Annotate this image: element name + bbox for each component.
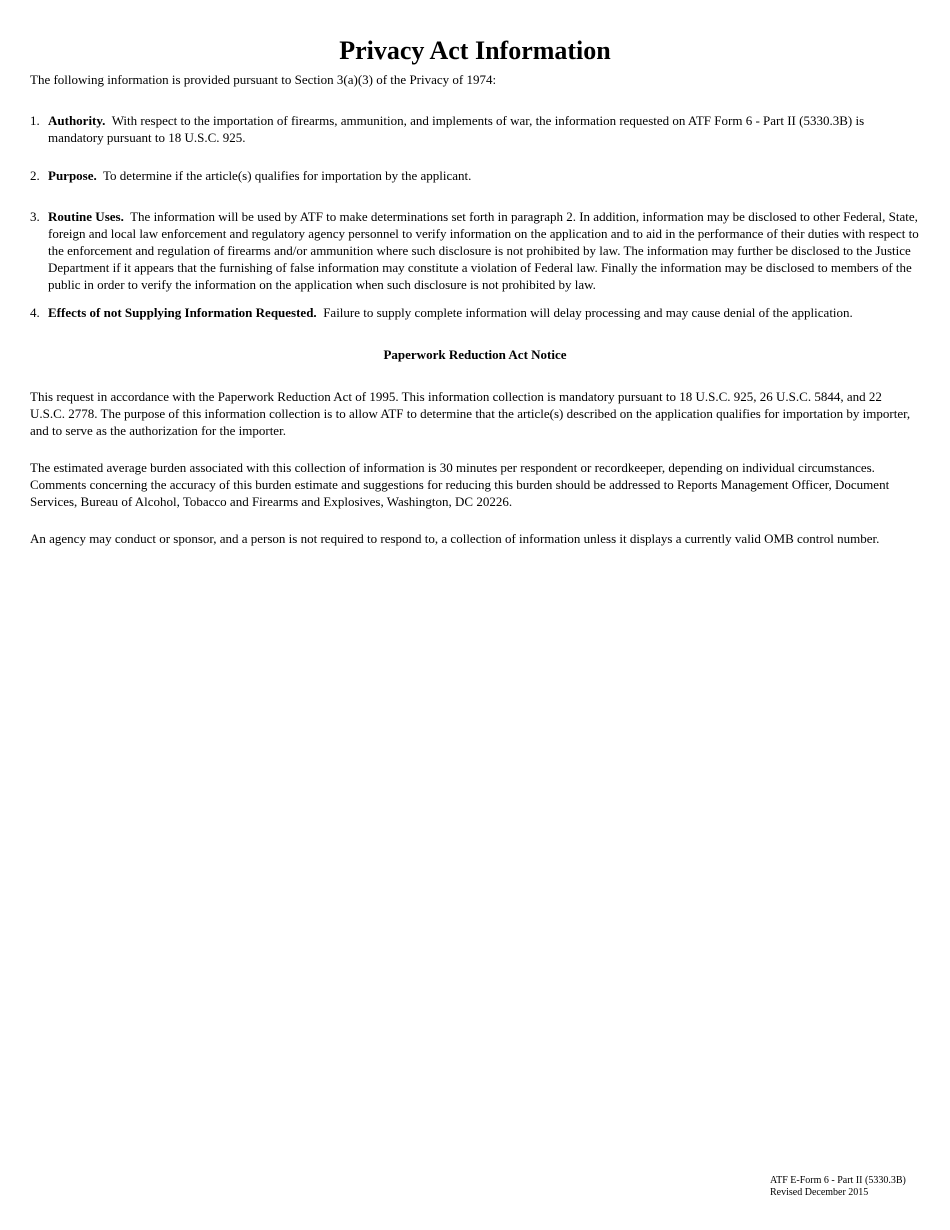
paperwork-paragraph: The estimated average burden associated with this collection of information is 30 minutes per respondent or recordkeeper, depending on individual circumstances. Comments concerning the accuracy of this burden estimate and suggestions for reducing this burden should be addressed to Reports Management Officer, Document Services, Bureau of Alcohol, Tobacco and Firearms and Explosives, Washington, DC 20226. bbox=[30, 460, 890, 509]
item-text: To determine if the article(s) qualifies for importation by the applicant. bbox=[103, 168, 472, 183]
privacy-item-effects bbox=[30, 304, 920, 321]
item-text: Failure to supply complete information will delay processing and may cause denial of the application. bbox=[323, 305, 853, 320]
paperwork-paragraph: An agency may conduct or sponsor, and a person is not required to respond to, a collection of information unless it displays a currently valid OMB control number. bbox=[30, 531, 880, 546]
privacy-item-purpose bbox=[30, 167, 920, 184]
document-page bbox=[30, 36, 920, 547]
form-footer bbox=[770, 1175, 906, 1199]
item-number: 2. bbox=[30, 168, 40, 183]
item-text: With respect to the importation of firearms, ammunition, and implements of war, the information requested on ATF Form 6 - Part II (5330.3B) is mandatory pursuant to 18 U.S.C. 925. bbox=[48, 113, 865, 145]
privacy-act-intro: The following information is provided pursuant to Section 3(a)(3) of the Privacy of 1974: bbox=[30, 72, 497, 87]
privacy-item-routine-uses bbox=[30, 208, 920, 293]
privacy-item-authority bbox=[30, 112, 920, 146]
form-id: ATF E-Form 6 - Part II (5330.3B) bbox=[770, 1175, 906, 1186]
item-number: 4. bbox=[30, 305, 40, 320]
item-text: The information will be used by ATF to make determinations set forth in paragraph 2. In addition, information may be disclosed to other Federal, State, foreign and local law enforcement and regulatory agency personnel to verify information on the application and to aid in the performance of their duties with respect to the enforcement and regulation of firearms and/or ammunition where such disclosure is not prohibited by law. The information may further be disclosed to the Justice Department if it appears that the furnishing of false information may constitute a violation of Federal law. Finally the information may be disclosed to members of the public in order to verify the information on the application when such disclosure is not prohibited by law. bbox=[48, 209, 919, 292]
revision-date: Revised December 2015 bbox=[770, 1187, 869, 1198]
privacy-act-heading: Privacy Act Information bbox=[339, 36, 611, 65]
item-title: Purpose. bbox=[48, 168, 97, 183]
item-title: Authority. bbox=[48, 113, 106, 128]
item-title: Routine Uses. bbox=[48, 209, 124, 224]
item-number: 3. bbox=[30, 209, 40, 224]
item-title: Effects of not Supplying Information Requested. bbox=[48, 305, 317, 320]
paperwork-paragraph: This request in accordance with the Paperwork Reduction Act of 1995. This information collection is mandatory pursuant to 18 U.S.C. 925, 26 U.S.C. 5844, and 22 U.S.C. 2778. The purpose of this information collection is to allow ATF to determine that the article(s) described on the application qualifies for importation by importer, and to serve as the authorization for the importer. bbox=[30, 389, 911, 438]
paperwork-act-heading: Paperwork Reduction Act Notice bbox=[383, 347, 567, 362]
item-number: 1. bbox=[30, 113, 40, 128]
